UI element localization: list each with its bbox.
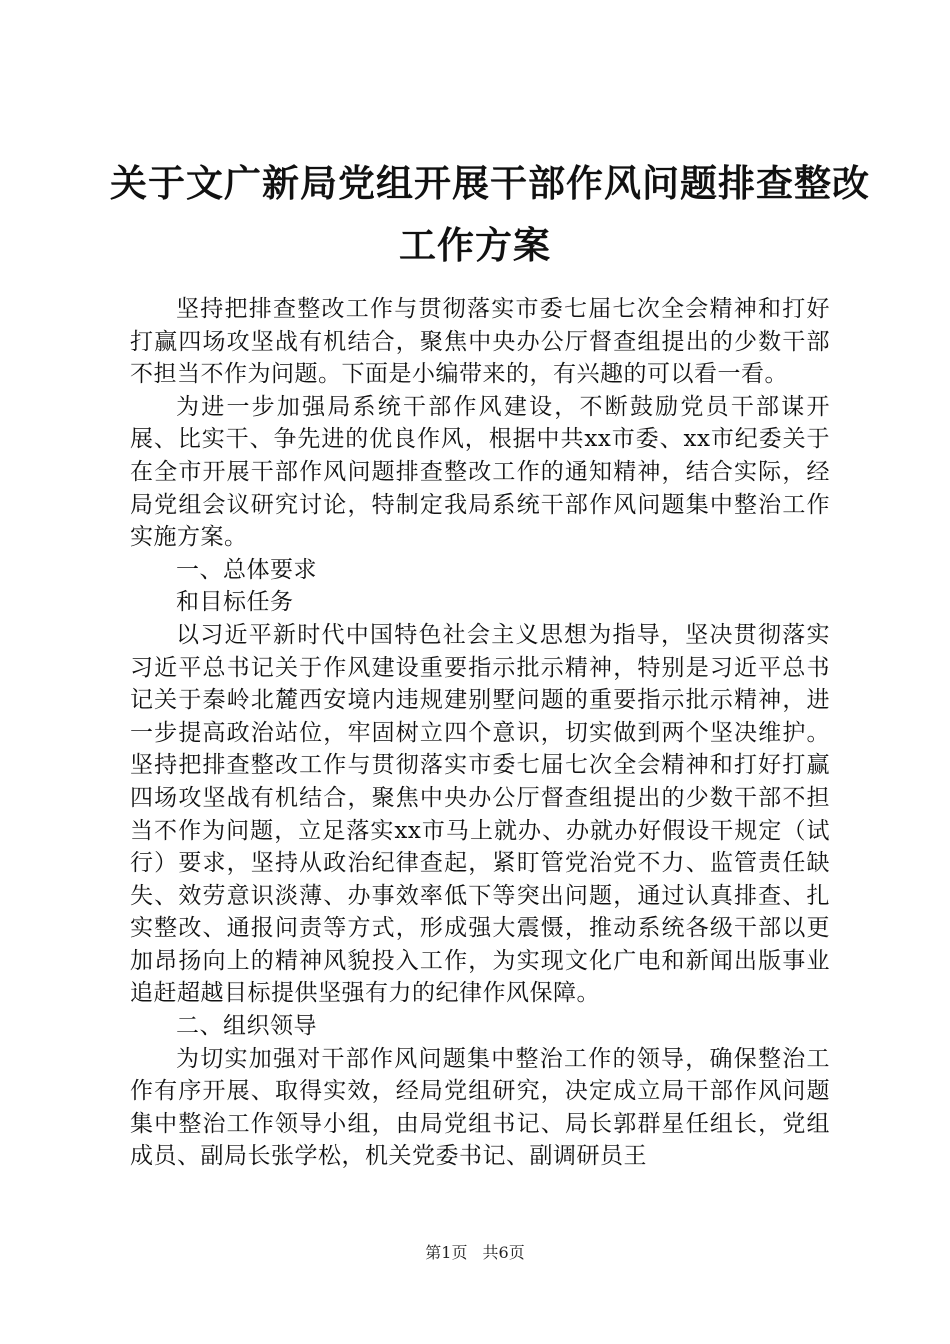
page-number-total: 共6页 bbox=[482, 1243, 525, 1262]
page-footer bbox=[0, 1245, 950, 1261]
document-title-line-1: 关于文广新局党组开展干部作风问题排查整改 bbox=[110, 161, 870, 205]
paragraph-leadership-group: 为切实加强对干部作风问题集中整治工作的领导，确保整治工作有序开展、取得实效，经局党组研究，决定成立局干部作风问题集中整治工作领导小组，由局党组书记、局长郭群星任组长，党组成员、副局长张学松，机关党委书记、副调研员王 bbox=[130, 1045, 830, 1170]
paragraph-guiding-principles: 以习近平新时代中国特色社会主义思想为指导，坚决贯彻落实习近平总书记关于作风建设重要指示批示精神，特别是习近平总书记关于秦岭北麓西安境内违规建别墅问题的重要指示批示精神，进一步提高政治站位，牢固树立四个意识，切实做到两个坚决维护。坚持把排查整改工作与贯彻落实市委七届七次全会精神和打好打赢四场攻坚战有机结合，聚焦中央办公厅督查组提出的少数干部不担当不作为问题，立足落实xx市马上就办、办就办好假设干规定（试行）要求，坚持从政治纪律查起，紧盯管党治党不力、监管责任缺失、效劳意识淡薄、办事效率低下等突出问题，通过认真排查、扎实整改、通报问责等方式，形成强大震慑，推动系统各级干部以更加昂扬向上的精神风貌投入工作，为实现文化广电和新闻出版事业追赶超越目标提供坚强有力的纪律作风保障。 bbox=[130, 621, 830, 1007]
section-heading-general-requirements: 一、总体要求 bbox=[176, 556, 317, 583]
document-title-line-2: 工作方案 bbox=[399, 223, 551, 267]
section-heading-leadership: 二、组织领导 bbox=[176, 1013, 317, 1040]
section-heading-objectives: 和目标任务 bbox=[176, 589, 294, 616]
paragraph-intro: 坚持把排查整改工作与贯彻落实市委七届七次全会精神和打好打赢四场攻坚战有机结合，聚焦中央办公厅督查组提出的少数干部不担当不作为问题。下面是小编带来的，有兴趣的可以看一看。 bbox=[130, 296, 830, 388]
paragraph-purpose: 为进一步加强局系统干部作风建设，不断鼓励党员干部谋开展、比实干、争先进的优良作风，根据中共xx市委、xx市纪委关于在全市开展干部作风问题排查整改工作的通知精神，结合实际，经局党组会议研究讨论，特制定我局系统干部作风问题集中整治工作实施方案。 bbox=[130, 393, 830, 551]
page-number-current: 第1页 bbox=[425, 1243, 468, 1262]
document-body bbox=[130, 293, 830, 1173]
